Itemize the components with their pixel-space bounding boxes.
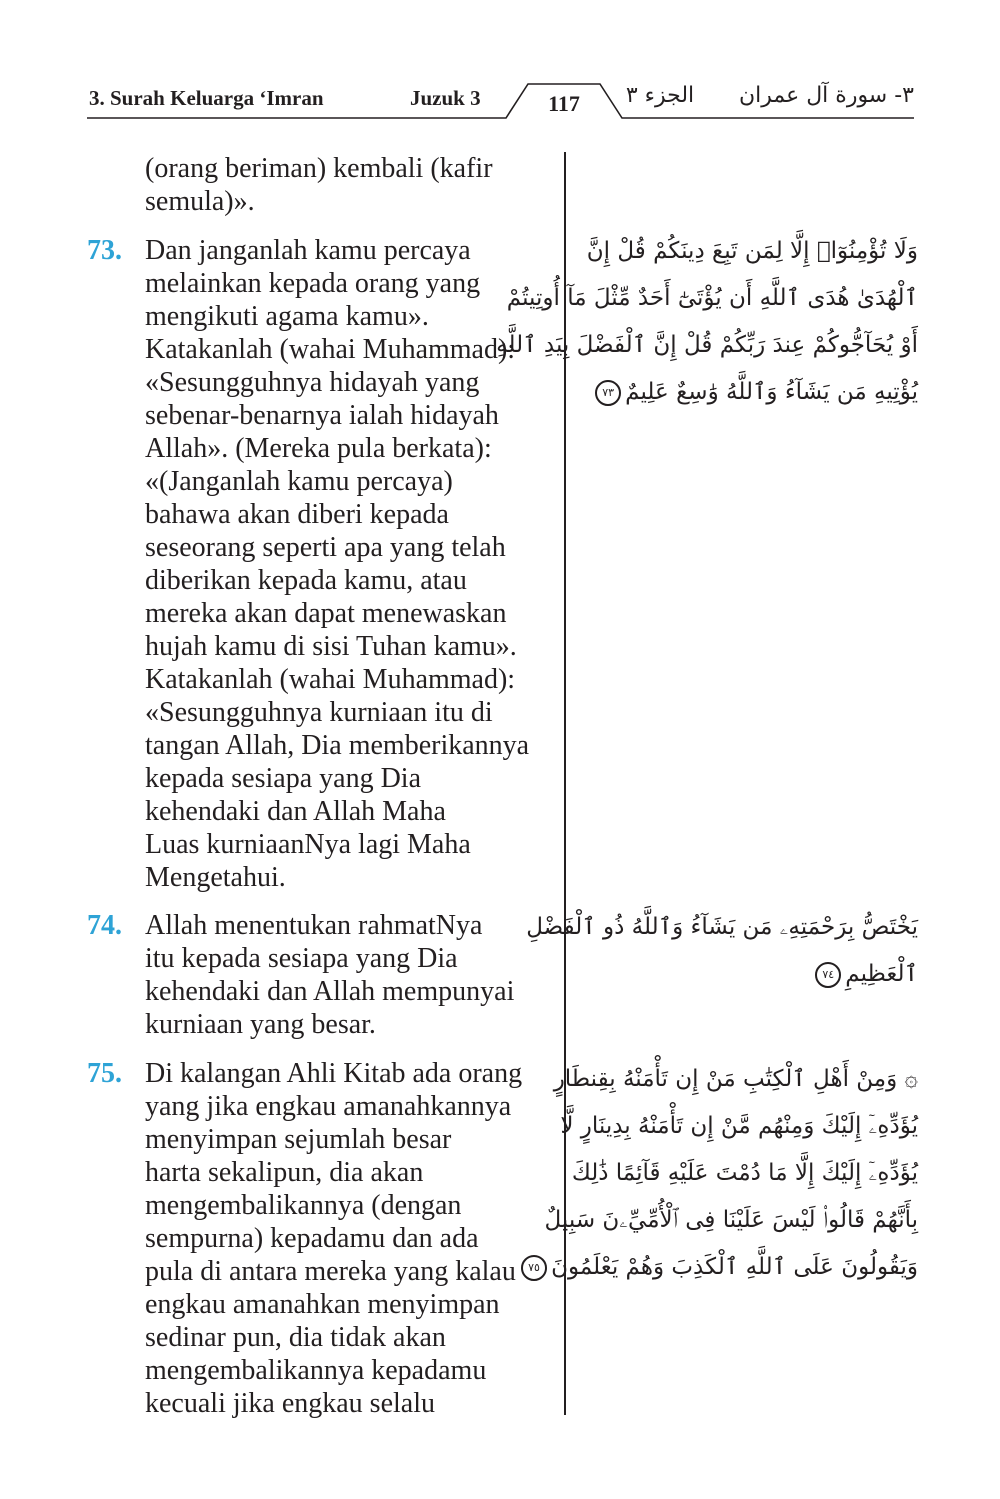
arabic-line: بِأَنَّهُمْ قَالُوا۟ لَيْسَ عَلَيْنَا فِى ٱلْأُمِّيِّۦنَ سَبِيلٌ — [544, 1207, 918, 1233]
translation-line: Katakanlah (wahai Muhammad): — [145, 664, 516, 695]
translation-line: «Sesungguhnya kurniaan itu di — [145, 697, 493, 728]
translation-line: mengembalikannya (dengan — [145, 1190, 462, 1221]
translation-line: yang jika engkau amanahkannya — [145, 1091, 512, 1122]
translation-line: «Sesungguhnya hidayah yang — [145, 367, 480, 398]
translation-line: menyimpan sejumlah besar — [145, 1124, 452, 1155]
arabic-text: يُؤْتِيهِ مَن يَشَآءُ وَٱللَّهُ وَٰسِعٌ عَلِيمٌ — [625, 379, 918, 405]
translation-line: kurniaan yang besar. — [145, 1009, 376, 1040]
arabic-line: وَلَا تُؤْمِنُوٓا۟ إِلَّا لِمَن تَبِعَ دِينَكُمْ قُلْ إِنَّ — [586, 238, 918, 264]
ayah-end-marker: ٧٤ — [815, 962, 841, 988]
arabic-line — [573, 951, 918, 998]
arabic-line: يَخْتَصُّ بِرَحْمَتِهِۦ مَن يَشَآءُ وَٱللَّهُ ذُو ٱلْفَضْلِ — [526, 914, 918, 940]
translation-line: harta sekalipun, dia akan — [145, 1157, 424, 1188]
translation-line: sempurna) kepadamu dan ada — [145, 1223, 479, 1254]
verse-number: 75. — [87, 1058, 122, 1089]
verse-74-translation — [145, 909, 565, 1041]
translation-line: Luas kurniaanNya lagi Maha — [145, 829, 471, 860]
header-juz-latin: Juzuk 3 — [410, 86, 481, 110]
arabic-line: ۞ وَمِنْ أَهْلِ ٱلْكِتَٰبِ مَنْ إِن تَأْمَنْهُ بِقِنطَارٍ — [553, 1066, 918, 1092]
ayah-end-marker: ٧٥ — [521, 1255, 547, 1281]
translation-line: Allah menentukan rahmatNya — [145, 910, 483, 941]
translation-line: tangan Allah, Dia memberikannya — [145, 730, 530, 761]
translation-line: semula)». — [145, 186, 255, 217]
arabic-text: وَيَقُولُونَ عَلَى ٱللَّهِ ٱلْكَذِبَ وَهُمْ يَعْلَمُونَ — [551, 1254, 918, 1280]
arabic-line: ٱلْهُدَىٰ هُدَى ٱللَّهِ أَن يُؤْتَىٰٓ أَحَدٌ مِّثْلَ مَآ أُوتِيتُمْ — [506, 285, 918, 311]
intro-translation — [145, 152, 565, 218]
header-juz-arabic: الجزء ٣ — [625, 83, 695, 108]
verse-73-arabic — [496, 228, 918, 416]
translation-line: mengikuti agama kamu». — [145, 301, 429, 332]
translation-line: kecuali jika engkau selalu — [145, 1388, 435, 1419]
arabic-text: ٱلْعَظِيمِ — [845, 961, 918, 987]
translation-line: diberikan kepada kamu, atau — [145, 565, 467, 596]
translation-line: kehendaki dan Allah mempunyai — [145, 976, 515, 1007]
translation-line: itu kepada sesiapa yang Dia — [145, 943, 458, 974]
page-number: 117 — [548, 91, 580, 116]
translation-line: mereka akan dapat menewaskan — [145, 598, 507, 629]
translation-line: mengembalikannya kepadamu — [145, 1355, 487, 1386]
ayah-end-marker: ٧٣ — [595, 380, 621, 406]
translation-line: Dan janganlah kamu percaya — [145, 235, 471, 266]
translation-line: sebenar-benarnya ialah hidayah — [145, 400, 499, 431]
translation-line: hujah kamu di sisi Tuhan kamu». — [145, 631, 517, 662]
arabic-line: يُؤَدِّهِۦٓ إِلَيْكَ إِلَّا مَا دُمْتَ عَلَيْهِ قَآئِمًا ذَٰلِكَ — [571, 1160, 918, 1186]
translation-line: melainkan kepada orang yang — [145, 268, 481, 299]
arabic-line: أَوْ يُحَآجُّوكُمْ عِندَ رَبِّكُمْ قُلْ إِنَّ ٱلْفَضْلَ بِيَدِ ٱللَّهِ — [496, 332, 918, 358]
arabic-line — [528, 1244, 918, 1291]
verse-75-translation — [145, 1057, 565, 1420]
translation-line: engkau amanahkan menyimpan — [145, 1289, 500, 1320]
translation-line: bahawa akan diberi kepada — [145, 499, 449, 530]
verse-74-arabic — [526, 904, 918, 998]
translation-line: kepada sesiapa yang Dia — [145, 763, 421, 794]
arabic-line: يُؤَدِّهِۦٓ إِلَيْكَ وَمِنْهُم مَّنْ إِن تَأْمَنْهُ بِدِينَارٍ لَّا — [560, 1113, 918, 1139]
verse-75-arabic — [528, 1056, 918, 1291]
header-surah-latin: 3. Surah Keluarga ‘Imran — [89, 86, 324, 110]
translation-line: kehendaki dan Allah Maha — [145, 796, 446, 827]
translation-line: Katakanlah (wahai Muhammad): — [145, 334, 516, 365]
translation-line: «(Janganlah kamu percaya) — [145, 466, 453, 497]
translation-line: seseorang seperti apa yang telah — [145, 532, 506, 563]
translation-line: pula di antara mereka yang kalau — [145, 1256, 516, 1287]
verse-number: 73. — [87, 235, 122, 266]
translation-line: Di kalangan Ahli Kitab ada orang — [145, 1058, 523, 1089]
translation-line: Allah». (Mereka pula berkata): — [145, 433, 492, 464]
verse-number: 74. — [87, 910, 122, 941]
translation-line: (orang beriman) kembali (kafir — [145, 153, 493, 184]
translation-line: sedinar pun, dia tidak akan — [145, 1322, 446, 1353]
header-surah-arabic: ٣- سورة آل عمران — [738, 83, 914, 108]
translation-line: Mengetahui. — [145, 862, 286, 893]
arabic-line — [573, 369, 918, 416]
